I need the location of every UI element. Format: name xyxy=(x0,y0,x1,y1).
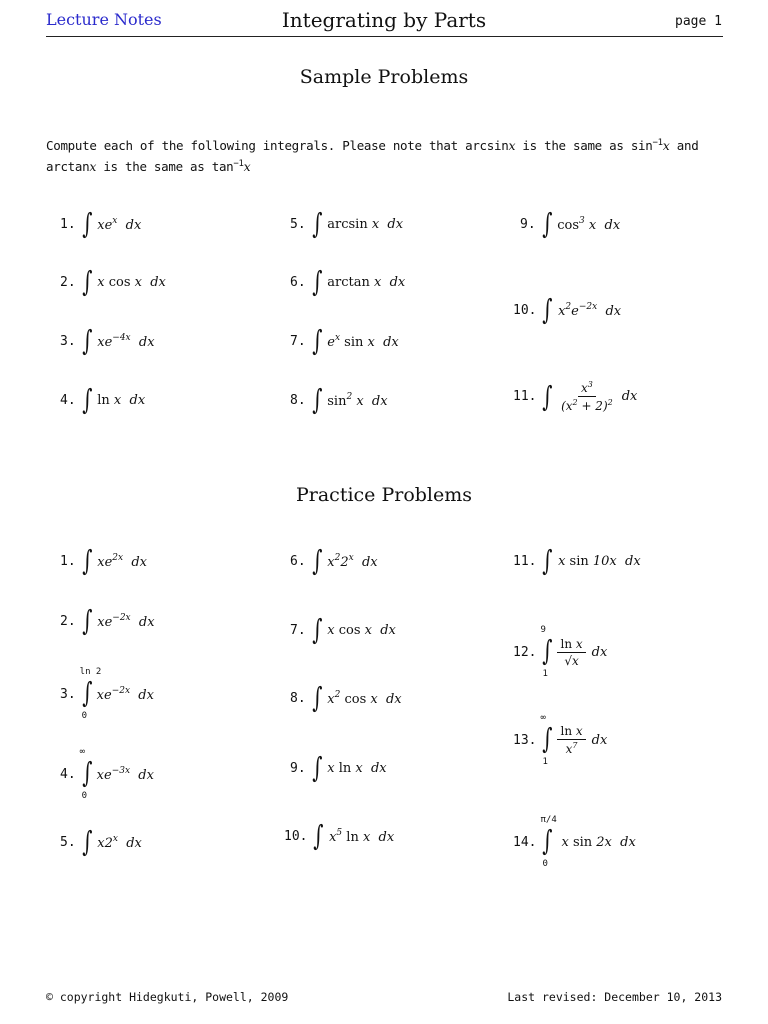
header-course: Lecture Notes xyxy=(46,10,162,29)
practice-problem-12: 12. 9 ∫ 1 $\frac{\text{ln x}}{√x}$ dx xyxy=(513,625,608,679)
practice-problem-5: 5. ∫ x2$^x$ dx xyxy=(60,825,142,858)
page-number: page 1 xyxy=(675,14,722,29)
sample-problem-11: 11. ∫ $\frac{x^3}{(x^2 + 2)^2}$ dx xyxy=(513,379,638,413)
sample-title: Sample Problems xyxy=(299,66,469,88)
practice-problem-6: 6. ∫ $x^22^x$ dx xyxy=(290,544,378,577)
practice-problem-8: 8. ∫ $x^2$ cos x dx xyxy=(290,681,402,714)
sample-problem-1: 1. ∫ $xe^x$ dx xyxy=(60,207,142,240)
sample-intro: Compute each of the following integrals. Please note that arcsinx is the same as $\sin^{-1}x$ and arctanx is the same as $\tan^{-1}x$ xyxy=(46,138,699,175)
footer-revised: Last revised: December 10, 2013 xyxy=(507,990,722,1004)
practice-problem-14: 14. π/4 ∫ 0 x sin 2x dx xyxy=(513,815,636,869)
practice-problem-7: 7. ∫ x cos x dx xyxy=(290,613,396,646)
practice-problem-10: 10. ∫ $x^5$ ln x dx xyxy=(284,819,395,852)
page-title: Integrating by Parts xyxy=(281,8,487,32)
practice-problem-2: 2. ∫ $xe^{-2x}$ dx xyxy=(60,604,155,637)
sample-problem-7: 7. ∫ $e^x$ sin x dx xyxy=(290,324,399,357)
header-rule xyxy=(46,36,723,37)
practice-title: Practice Problems xyxy=(295,484,473,506)
sample-problem-6: 6. ∫ arctan x dx xyxy=(290,265,406,298)
sample-problem-8: 8. ∫ $\sin^2 x$ dx xyxy=(290,383,388,416)
footer-copyright: © copyright Hidegkuti, Powell, 2009 xyxy=(46,990,289,1004)
sample-problem-10: 10. ∫ $x^2e^{-2x}$ dx xyxy=(513,293,622,326)
sample-problem-2: 2. ∫ x cos x dx xyxy=(60,265,166,298)
practice-problem-4: 4. ∞ ∫ 0 $xe^{-3x}$ dx xyxy=(60,747,154,801)
practice-problem-3: 3. ln 2 ∫ 0 $xe^{-2x}$ dx xyxy=(60,667,154,721)
practice-problem-13: 13. ∞ ∫ 1 $\frac{\text{ln x}}{x^7}$ dx xyxy=(513,713,608,767)
practice-problem-11: 11. ∫ x sin 10x dx xyxy=(513,544,641,577)
sample-problem-5: 5. ∫ arcsin x dx xyxy=(290,207,404,240)
sample-problem-3: 3. ∫ $xe^{-4x}$ dx xyxy=(60,324,155,357)
practice-problem-1: 1. ∫ $xe^{2x}$ dx xyxy=(60,544,148,577)
practice-problem-9: 9. ∫ x ln x dx xyxy=(290,751,387,784)
sample-problem-4: 4. ∫ ln x dx xyxy=(60,383,146,416)
sample-problem-9: 9. ∫ $\cos^3 x$ dx xyxy=(520,207,621,240)
